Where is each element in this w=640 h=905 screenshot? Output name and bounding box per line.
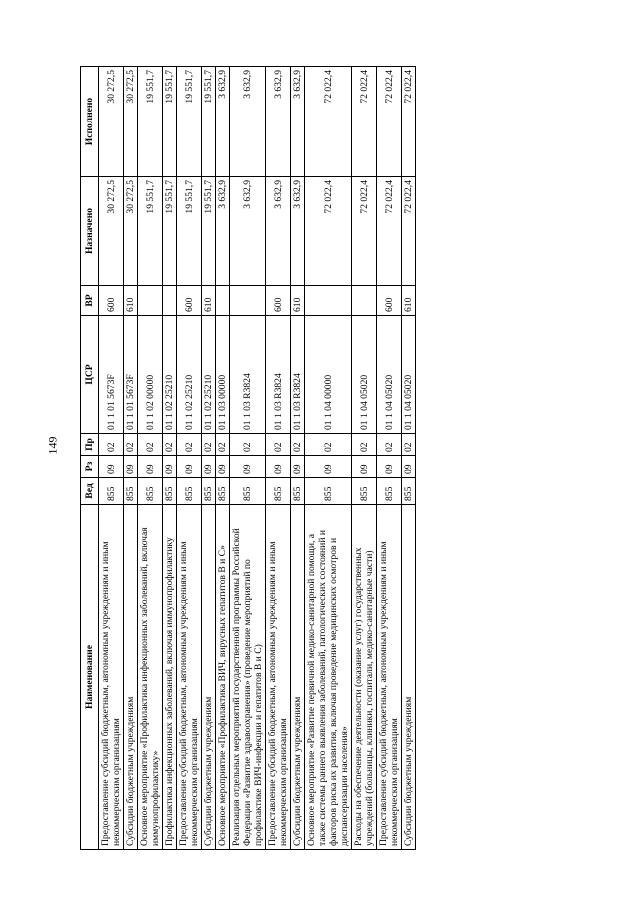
cell-rz: 09 [352, 456, 377, 478]
cell-rz: 09 [138, 456, 163, 478]
table-row [177, 67, 202, 850]
cell-vr [163, 286, 177, 316]
cell-done: 3 632,9 [266, 67, 291, 177]
cell-vr: 600 [266, 286, 291, 316]
table-row [230, 67, 266, 850]
budget-table [80, 66, 416, 850]
cell-name: Субсидии бюджетным учреждениям [124, 505, 138, 850]
cell-vr: 600 [99, 286, 124, 316]
cell-vr: 610 [124, 286, 138, 316]
cell-pr: 02 [138, 434, 163, 456]
header-done: Исполнено [81, 67, 99, 177]
cell-done: 30 272,5 [124, 67, 138, 177]
cell-vr [352, 286, 377, 316]
cell-csr: 01 1 03 R3824 [291, 316, 305, 434]
cell-rz: 09 [291, 456, 305, 478]
cell-vr [230, 286, 266, 316]
cell-name: Основное мероприятие «Развитие первичной медико-санитарной помощи, а также системы раннего выявления заболеваний, патологических состояний и факторов риска их развития, включая проведение медицинских осмотров и диспансеризации населения» [305, 505, 352, 850]
cell-csr: 01 1 04 05020 [402, 316, 416, 434]
cell-assigned: 3 632,9 [230, 177, 266, 286]
header-rz: Рз [81, 456, 99, 478]
cell-ved: 855 [99, 478, 124, 505]
cell-rz: 09 [163, 456, 177, 478]
cell-rz: 09 [99, 456, 124, 478]
cell-ved: 855 [291, 478, 305, 505]
header-name: Наименование [81, 505, 99, 850]
cell-ved: 855 [163, 478, 177, 505]
cell-done: 3 632,9 [230, 67, 266, 177]
cell-done: 72 022,4 [377, 67, 402, 177]
rotated-page-content [80, 67, 514, 850]
cell-assigned: 3 632,9 [216, 177, 230, 286]
cell-name: Предоставление субсидий бюджетным, автономным учреждениям и иным некоммерческим организациям [266, 505, 291, 850]
cell-done: 19 551,7 [202, 67, 216, 177]
cell-done: 19 551,7 [138, 67, 163, 177]
cell-assigned: 72 022,4 [352, 177, 377, 286]
cell-vr [305, 286, 352, 316]
cell-csr: 01 1 02 25210 [177, 316, 202, 434]
cell-csr: 01 1 01 5673F [124, 316, 138, 434]
cell-csr: 01 1 03 R3824 [266, 316, 291, 434]
cell-pr: 02 [177, 434, 202, 456]
cell-ved: 855 [216, 478, 230, 505]
cell-csr: 01 1 04 05020 [377, 316, 402, 434]
table-header-row [81, 67, 99, 850]
cell-pr: 02 [291, 434, 305, 456]
cell-assigned: 19 551,7 [138, 177, 163, 286]
cell-ved: 855 [177, 478, 202, 505]
cell-vr [216, 286, 230, 316]
cell-vr: 600 [177, 286, 202, 316]
cell-done: 19 551,7 [177, 67, 202, 177]
cell-done: 72 022,4 [352, 67, 377, 177]
cell-name: Предоставление субсидий бюджетным, автономным учреждениям и иным некоммерческим организациям [177, 505, 202, 850]
table-row [99, 67, 124, 850]
cell-assigned: 19 551,7 [202, 177, 216, 286]
cell-name: Основное мероприятие «Профилактика ВИЧ, вирусных гепатитов В и С» [216, 505, 230, 850]
cell-pr: 02 [352, 434, 377, 456]
cell-assigned: 30 272,5 [124, 177, 138, 286]
cell-assigned: 72 022,4 [377, 177, 402, 286]
cell-ved: 855 [402, 478, 416, 505]
cell-rz: 09 [177, 456, 202, 478]
page-number: 149 [45, 436, 60, 455]
table-row [377, 67, 402, 850]
cell-pr: 02 [402, 434, 416, 456]
cell-vr: 600 [377, 286, 402, 316]
cell-csr: 01 1 02 25210 [202, 316, 216, 434]
cell-csr: 01 1 03 R3824 [230, 316, 266, 434]
table-row [216, 67, 230, 850]
table-row [291, 67, 305, 850]
cell-ved: 855 [305, 478, 352, 505]
table-row [266, 67, 291, 850]
cell-pr: 02 [202, 434, 216, 456]
cell-name: Реализация отдельных мероприятий государственной программы Российской Федерации «Развитие здравоохранения» (проведение мероприятий по профилактике ВИЧ-инфекции и гепатитов В и С) [230, 505, 266, 850]
cell-done: 72 022,4 [305, 67, 352, 177]
cell-assigned: 72 022,4 [305, 177, 352, 286]
header-ved: Вед [81, 478, 99, 505]
cell-vr [138, 286, 163, 316]
cell-ved: 855 [202, 478, 216, 505]
cell-csr: 01 1 04 05020 [352, 316, 377, 434]
cell-rz: 09 [202, 456, 216, 478]
table-row [352, 67, 377, 850]
cell-assigned: 19 551,7 [163, 177, 177, 286]
cell-name: Субсидии бюджетным учреждениям [402, 505, 416, 850]
cell-name: Субсидии бюджетным учреждениям [291, 505, 305, 850]
table-row [124, 67, 138, 850]
cell-assigned: 3 632,9 [291, 177, 305, 286]
cell-name: Субсидии бюджетным учреждениям [202, 505, 216, 850]
cell-pr: 02 [124, 434, 138, 456]
cell-pr: 02 [377, 434, 402, 456]
cell-done: 72 022,4 [402, 67, 416, 177]
cell-csr: 01 1 03 00000 [216, 316, 230, 434]
cell-pr: 02 [230, 434, 266, 456]
cell-rz: 09 [230, 456, 266, 478]
table-row [138, 67, 163, 850]
cell-pr: 02 [216, 434, 230, 456]
cell-assigned: 3 632,9 [266, 177, 291, 286]
cell-assigned: 19 551,7 [177, 177, 202, 286]
cell-done: 3 632,9 [216, 67, 230, 177]
cell-done: 19 551,7 [163, 67, 177, 177]
cell-rz: 09 [305, 456, 352, 478]
header-csr: ЦСР [81, 316, 99, 434]
header-assigned: Назначено [81, 177, 99, 286]
cell-csr: 01 1 04 00000 [305, 316, 352, 434]
cell-assigned: 30 272,5 [99, 177, 124, 286]
table-row [402, 67, 416, 850]
cell-pr: 02 [99, 434, 124, 456]
cell-rz: 09 [216, 456, 230, 478]
cell-csr: 01 1 02 00000 [138, 316, 163, 434]
cell-name: Предоставление субсидий бюджетным, автономным учреждениям и иным некоммерческим организациям [377, 505, 402, 850]
cell-done: 30 272,5 [99, 67, 124, 177]
table-row [202, 67, 216, 850]
cell-vr: 610 [202, 286, 216, 316]
cell-rz: 09 [377, 456, 402, 478]
cell-rz: 09 [266, 456, 291, 478]
cell-ved: 855 [230, 478, 266, 505]
cell-vr: 610 [291, 286, 305, 316]
header-pr: Пр [81, 434, 99, 456]
cell-csr: 01 1 02 25210 [163, 316, 177, 434]
cell-name: Основное мероприятие «Профилактика инфекционных заболеваний, включая иммунопрофилактику» [138, 505, 163, 850]
cell-assigned: 72 022,4 [402, 177, 416, 286]
cell-pr: 02 [266, 434, 291, 456]
cell-name: Расходы на обеспечение деятельности (оказание услуг) государственных учреждений (больницы, клиники, госпитали, медико-санитарные части) [352, 505, 377, 850]
table-row [163, 67, 177, 850]
header-vr: ВР [81, 286, 99, 316]
cell-ved: 855 [352, 478, 377, 505]
cell-done: 3 632,9 [291, 67, 305, 177]
cell-vr: 610 [402, 286, 416, 316]
cell-pr: 02 [163, 434, 177, 456]
cell-rz: 09 [402, 456, 416, 478]
cell-ved: 855 [138, 478, 163, 505]
table-row [305, 67, 352, 850]
cell-csr: 01 1 01 5673F [99, 316, 124, 434]
cell-pr: 02 [305, 434, 352, 456]
cell-ved: 855 [266, 478, 291, 505]
cell-name: Профилактика инфекционных заболеваний, включая иммунопрофилактику [163, 505, 177, 850]
cell-name: Предоставление субсидий бюджетным, автономным учреждениям и иным некоммерческим организациям [99, 505, 124, 850]
cell-rz: 09 [124, 456, 138, 478]
cell-ved: 855 [124, 478, 138, 505]
cell-ved: 855 [377, 478, 402, 505]
